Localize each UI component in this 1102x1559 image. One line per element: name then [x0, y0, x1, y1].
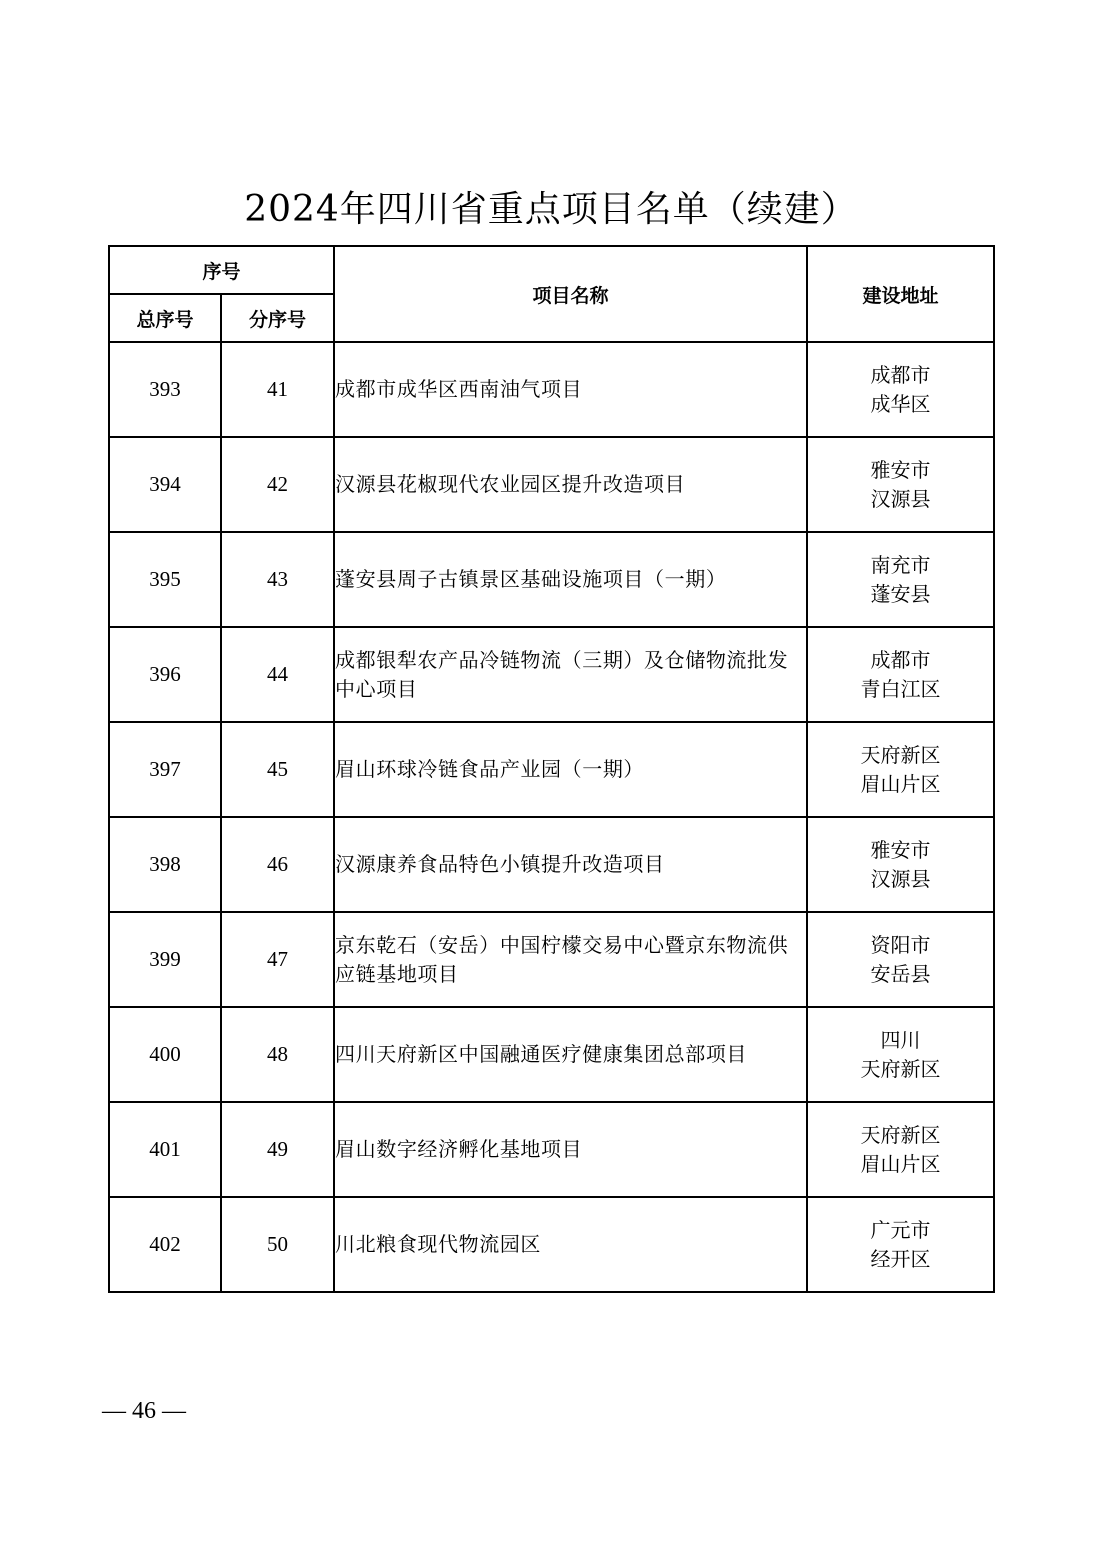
- location-city: 四川: [880, 1027, 921, 1052]
- location-cell: [807, 1197, 994, 1292]
- project-name-cell: 京东乾石（安岳）中国柠檬交易中心暨京东物流供应链基地项目: [334, 912, 807, 1007]
- project-name-cell: 蓬安县周子古镇景区基础设施项目（一期）: [334, 532, 807, 627]
- total-seq-cell: 399: [109, 912, 221, 1007]
- location-city: 雅安市: [870, 457, 931, 482]
- header-project-name: 项目名称: [334, 246, 807, 342]
- table-row: [109, 627, 994, 722]
- location-cell: [807, 912, 994, 1007]
- location-cell: [807, 817, 994, 912]
- location-cell: [807, 722, 994, 817]
- location-city: 天府新区: [860, 742, 941, 767]
- table-row: [109, 1102, 994, 1197]
- location-district: 成华区: [870, 391, 931, 416]
- location-cell: [807, 627, 994, 722]
- location-district: 安岳县: [870, 961, 931, 986]
- location-district: 汉源县: [870, 866, 931, 891]
- sub-seq-cell: 47: [221, 912, 334, 1007]
- location-city: 资阳市: [870, 932, 931, 957]
- project-name-cell: 眉山环球冷链食品产业园（一期）: [334, 722, 807, 817]
- project-name-cell: 汉源县花椒现代农业园区提升改造项目: [334, 437, 807, 532]
- total-seq-cell: 400: [109, 1007, 221, 1102]
- location-cell: [807, 342, 994, 437]
- total-seq-cell: 397: [109, 722, 221, 817]
- location-district: 眉山片区: [860, 771, 941, 796]
- total-seq-cell: 401: [109, 1102, 221, 1197]
- header-location: 建设地址: [807, 246, 994, 342]
- total-seq-cell: 402: [109, 1197, 221, 1292]
- sub-seq-cell: 42: [221, 437, 334, 532]
- location-cell: [807, 532, 994, 627]
- project-table: [108, 245, 995, 1293]
- location-city: 成都市: [870, 362, 931, 387]
- table-row: [109, 912, 994, 1007]
- location-city: 南充市: [870, 552, 931, 577]
- location-district: 经开区: [870, 1246, 931, 1271]
- project-name-cell: 成都市成华区西南油气项目: [334, 342, 807, 437]
- total-seq-cell: 394: [109, 437, 221, 532]
- location-district: 眉山片区: [860, 1151, 941, 1176]
- location-city: 成都市: [870, 647, 931, 672]
- header-seq: 序号: [109, 246, 334, 294]
- page-number: — 46 —: [102, 1398, 186, 1424]
- location-cell: [807, 437, 994, 532]
- location-cell: [807, 1007, 994, 1102]
- sub-seq-cell: 41: [221, 342, 334, 437]
- sub-seq-cell: 49: [221, 1102, 334, 1197]
- location-city: 雅安市: [870, 837, 931, 862]
- header-total-seq: 总序号: [109, 294, 221, 342]
- location-district: 蓬安县: [870, 581, 931, 606]
- total-seq-cell: 393: [109, 342, 221, 437]
- sub-seq-cell: 46: [221, 817, 334, 912]
- table-row: [109, 1007, 994, 1102]
- total-seq-cell: 395: [109, 532, 221, 627]
- project-name-cell: 川北粮食现代物流园区: [334, 1197, 807, 1292]
- table-row: [109, 342, 994, 437]
- header-sub-seq: 分序号: [221, 294, 334, 342]
- table-row: [109, 532, 994, 627]
- sub-seq-cell: 44: [221, 627, 334, 722]
- table-row: [109, 722, 994, 817]
- project-name-cell: 眉山数字经济孵化基地项目: [334, 1102, 807, 1197]
- sub-seq-cell: 50: [221, 1197, 334, 1292]
- sub-seq-cell: 43: [221, 532, 334, 627]
- project-name-cell: 汉源康养食品特色小镇提升改造项目: [334, 817, 807, 912]
- location-cell: [807, 1102, 994, 1197]
- table-row: [109, 437, 994, 532]
- project-name-cell: 四川天府新区中国融通医疗健康集团总部项目: [334, 1007, 807, 1102]
- location-district: 青白江区: [860, 676, 941, 701]
- total-seq-cell: 396: [109, 627, 221, 722]
- project-name-cell: 成都银犁农产品冷链物流（三期）及仓储物流批发中心项目: [334, 627, 807, 722]
- table-body: [109, 342, 994, 1292]
- sub-seq-cell: 45: [221, 722, 334, 817]
- table-row: [109, 1197, 994, 1292]
- location-district: 天府新区: [860, 1056, 941, 1081]
- total-seq-cell: 398: [109, 817, 221, 912]
- location-district: 汉源县: [870, 486, 931, 511]
- table-row: [109, 817, 994, 912]
- page-title: 2024年四川省重点项目名单（续建）: [244, 189, 858, 230]
- sub-seq-cell: 48: [221, 1007, 334, 1102]
- location-city: 广元市: [870, 1217, 931, 1242]
- location-city: 天府新区: [860, 1122, 941, 1147]
